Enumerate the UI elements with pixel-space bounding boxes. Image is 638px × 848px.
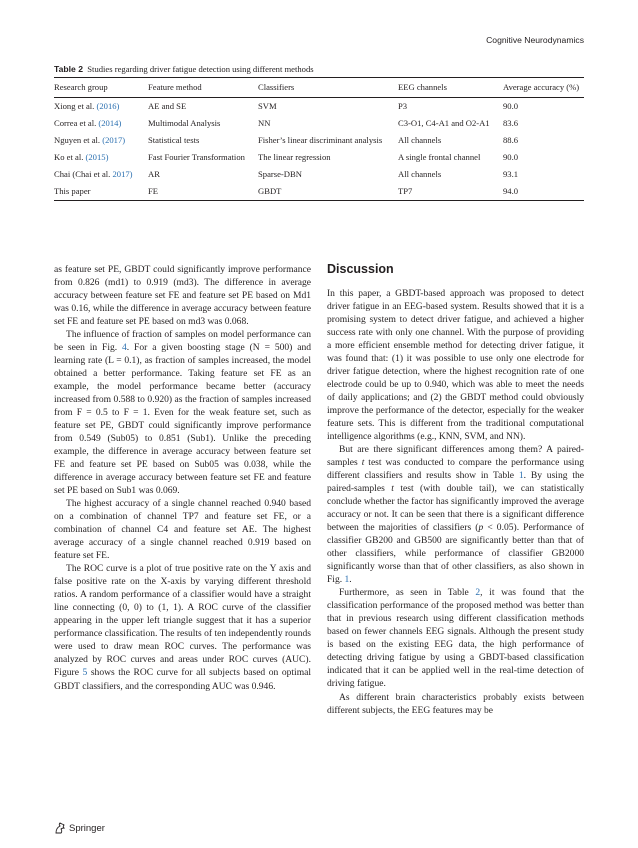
table-label: Table 2 (54, 64, 83, 74)
table-cell: P3 (398, 101, 408, 111)
text-span: test was conducted to compare the performance using different classifiers and results show in Table (327, 457, 585, 482)
studies-table (54, 77, 584, 201)
text-span: . By using the paired-samples (327, 470, 584, 495)
publisher-footer (54, 822, 105, 834)
table-cell (54, 183, 148, 201)
text-span: < 0.05). Performance of classifier GB200 and GB500 are significantly better than that of other classifiers, while performance of classifier GB2000 significantly worse than that of other classifiers, as also shown in Fig. (327, 522, 584, 586)
table-cell (54, 115, 148, 132)
citation-link[interactable]: (2016) (96, 101, 120, 111)
table-link[interactable]: 2 (475, 587, 481, 599)
table-cell (54, 166, 148, 183)
column-header: Classifiers (258, 78, 398, 98)
text-span: test (with double tail), we can statistically conclude whether the factor has significantly improved the average accuracy or not. It can be seen that there is a significant difference between the majorities of classifiers ( (327, 483, 585, 534)
table-cell: The linear regression (258, 152, 331, 162)
paragraph (327, 443, 584, 586)
table-cell: Sparse-DBN (258, 169, 302, 179)
publisher-name: Springer (69, 822, 105, 834)
table-caption (54, 64, 314, 74)
table-cell: AR (148, 169, 160, 179)
table-cell: AE and SE (148, 101, 187, 111)
table-cell: 90.0 (503, 101, 519, 111)
table-row (54, 98, 584, 116)
section-heading: Discussion (327, 262, 394, 276)
table-cell: C3-O1, C4-A1 and O2-A1 (398, 118, 490, 128)
table-cell: NN (258, 118, 271, 128)
paragraph: The highest accuracy of a single channel reached 0.940 based on a combination of channel TP7 and feature set FE, or a combination of channel C4 and feature set AE. The highest average accuracy of a single channel reached 0.919 based on feature set FE. (54, 498, 311, 562)
table-cell (54, 132, 148, 149)
column-header: Feature method (148, 78, 258, 98)
author-text: This paper (54, 186, 91, 196)
author-text: Correa et al. (54, 118, 97, 128)
paragraph (54, 328, 311, 497)
left-text-column (54, 263, 311, 693)
table-cell: Fisher’s linear discriminant analysis (258, 135, 383, 145)
table-cell: Statistical tests (148, 135, 200, 145)
author-text: Chai (Chai et al. (54, 169, 111, 179)
paragraph: as feature set PE, GBDT could significantly improve performance from 0.826 (md1) to 0.919 (md3). The difference in average accuracy between feature set FE and feature set PE based on Md1 was 0.16, while the difference in average accuracy between feature set FE and feature set PE based on md3 was 0.068. (54, 264, 311, 328)
table-cell: 90.0 (503, 152, 519, 162)
text-span: The influence of fraction of samples on model performance can be seen in Fig. (54, 329, 311, 354)
table-cell: All channels (398, 169, 442, 179)
column-header: EEG channels (398, 78, 503, 98)
author-text: Xiong et al. (54, 101, 95, 111)
table-cell: FE (148, 183, 258, 201)
right-text-column (327, 263, 584, 717)
table-caption-text: Studies regarding driver fatigue detection using different methods (87, 64, 314, 74)
text-span: But are there significant differences among them? A paired-samples (327, 444, 584, 469)
table-cell: 94.0 (503, 183, 584, 201)
italic-symbol: t (361, 457, 365, 469)
table-cell: SVM (258, 101, 277, 111)
paragraph: As different brain characteristics probably exists between different subjects, the EEG features may be (327, 691, 584, 716)
italic-symbol: p (478, 522, 484, 534)
citation-link[interactable]: (2014) (98, 118, 122, 128)
table-cell (54, 98, 148, 116)
table-cell: Multimodal Analysis (148, 118, 221, 128)
citation-link[interactable]: (2017) (102, 135, 126, 145)
table-cell: All channels (398, 135, 442, 145)
table-cell: 83.6 (503, 118, 519, 128)
column-header: Average accuracy (%) (503, 78, 584, 98)
table-cell: TP7 (398, 183, 503, 201)
italic-symbol: t (391, 483, 394, 495)
table-cell: A single frontal channel (398, 152, 481, 162)
paragraph (327, 586, 584, 690)
author-text: Ko et al. (54, 152, 84, 162)
table-row (54, 115, 584, 132)
text-span: shows the ROC curve for all subjects based on optimal GBDT classifiers, and the corresponding AUC was 0.946. (54, 667, 312, 692)
figure-link[interactable]: 5 (82, 667, 88, 679)
paragraph (54, 562, 311, 692)
journal-name: Cognitive Neurodynamics (486, 35, 584, 45)
table-cell: GBDT (258, 183, 398, 201)
figure-link[interactable]: 4 (122, 342, 127, 354)
table-cell: 88.6 (503, 135, 519, 145)
paragraph: In this paper, a GBDT-based approach was proposed to detect driver fatigue in an EEG-based system. Results showed that it is a promising system to detect driver fatigue, and achieved a higher success rate with only one channel. With the purpose of providing a more efficient ensemble method for detecting driver fatigue, it was found that: (1) it was possible to use only one electrode for driver fatigue detection, where the highest recognition rate of one electrode could be up to 0.940, which was able to meet the needs of daily applications; and (2) the GBDT method could obviously improve the performance of the detector, especially for the weaker feature sets. This is different from the traditional computational intelligence algorithms (e.g., KNN, SVM, and NN). (327, 288, 584, 443)
text-span: . For a given boosting stage (N = 500) and learning rate (L = 0.1), as fraction of samples increased, the model obtained a better performance. Taking feature set FE as an example, the model performance became better (accuracy increased from 0.588 to 0.920) as the fraction of samples increased from F = 0.5 to F = 1. Even for the weak feature set, such as feature set PE, GBDT could significantly improve performance from 0.549 (Sub05) to 0.851 (Sub1). Unlike the preceding example, the difference in average accuracy between feature set FE and feature set PE based on Sub05 was 0.038, while the difference in average accuracy between feature set FE and feature set PE based on Sub1 was 0.069. (54, 342, 311, 497)
table-cell: 93.1 (503, 169, 519, 179)
citation-link[interactable]: 2017) (112, 169, 133, 179)
text-span: , it was found that the classification performance of the proposed method was better than that in previous research using different classification methods based on fewer channels EEG signals. Although the present study is based on the existing EEG data, the high performance of detecting driving fatigue by using a GBDT-based classification indicated that it can be applied well in the real-time detection of driving fatigue. (327, 587, 584, 690)
table-cell: Fast Fourier Transformation (148, 152, 245, 162)
text-span: The ROC curve is a plot of true positive rate on the Y axis and false positive rate on the X-axis by varying different threshold ratios. A random performance of a classifier would have a straight line connecting (0, 0) to (1, 1). A ROC curve of the classifier appearing in the upper left triangle suggest that it has a superior performance classification. The results of ten independently rounds were used to draw mean ROC curves. The performance was analyzed by ROC curves and areas under ROC curves (AUC). Figure (54, 563, 311, 679)
author-text: Nguyen et al. (54, 135, 101, 145)
text-span: Furthermore, as seen in Table (339, 587, 469, 599)
citation-link[interactable]: (2015) (85, 152, 109, 162)
table-link[interactable]: 1 (518, 470, 524, 482)
table-cell (54, 149, 148, 166)
column-header: Research group (54, 78, 148, 98)
figure-link[interactable]: 1 (344, 574, 350, 586)
springer-horse-icon (54, 822, 66, 834)
table-row (54, 166, 584, 183)
table-header-row (54, 78, 584, 98)
table-row (54, 149, 584, 166)
text-span: . (349, 574, 352, 586)
table-row (54, 183, 584, 201)
table-row (54, 132, 584, 149)
